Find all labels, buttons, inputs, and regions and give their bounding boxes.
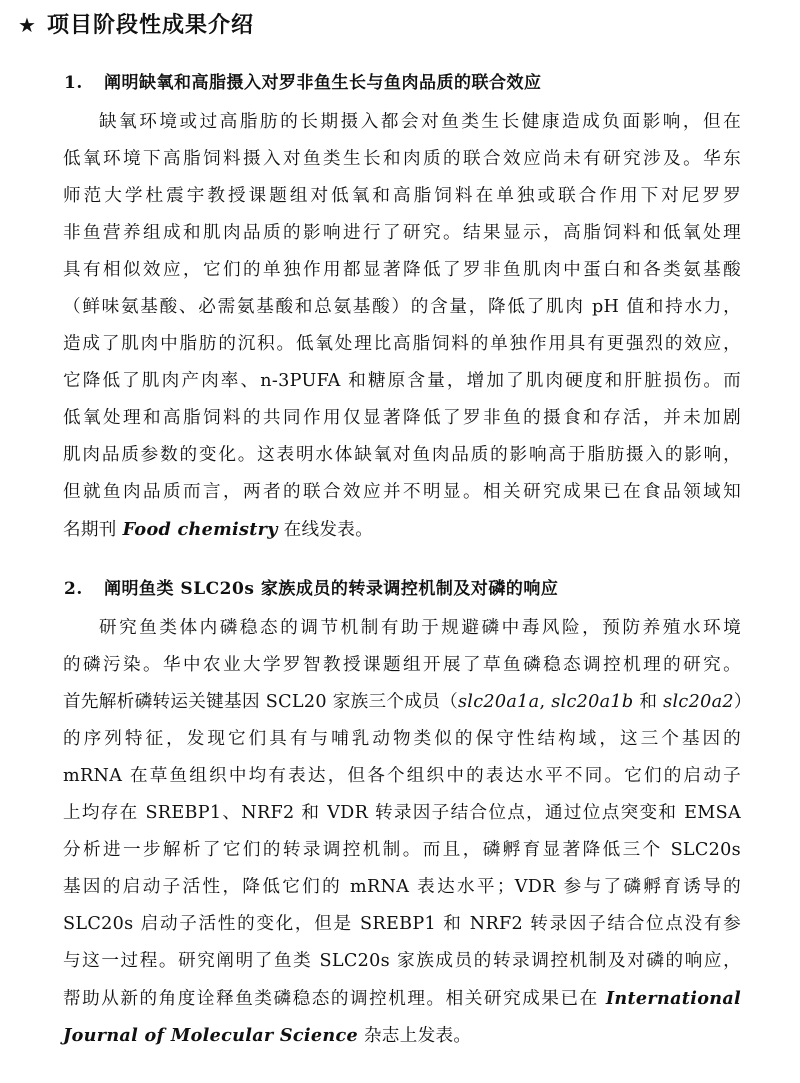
heading-title: 项目阶段性成果介绍 xyxy=(46,12,254,38)
section-2-line-2: 的磷污染。华中农业大学罗智教授课题组开展了草鱼磷稳态调控机理的研究。 xyxy=(63,655,741,675)
section-1-line-3: 师范大学杜震宇教授课题组对低氧和高脂饲料在单独或联合作用下对尼罗罗 xyxy=(63,186,741,206)
journal-name-part-2: Journal of Molecular Science xyxy=(63,1025,359,1046)
gene-slc20a1a: slc20a1a xyxy=(457,692,540,712)
gene-separator-2: 和 xyxy=(633,692,664,712)
section-1-title-text: 阐明缺氧和高脂摄入对罗非鱼生长与鱼肉品质的联合效应 xyxy=(104,73,542,93)
gene-separator-1: , xyxy=(539,692,552,712)
section-2-title xyxy=(64,574,558,599)
section-1-line-9: 低氧处理和高脂饲料的共同作用仅显著降低了罗非鱼的摄食和存活，并未加剧 xyxy=(63,408,741,428)
section-2-line-6: 上均存在 SREBP1、NRF2 和 VDR 转录因子结合位点，通过位点突变和 EMSA xyxy=(63,803,741,823)
journal-name-part-1: International xyxy=(605,988,741,1009)
section-2-line-11-prefix: 帮助从新的角度诠释鱼类磷稳态的调控机理。相关研究成果已在 xyxy=(63,989,606,1009)
section-2-line-4: 的序列特征，发现它们具有与哺乳动物类似的保守性结构域，这三个基因的 xyxy=(63,729,741,749)
section-1-last-prefix: 名期刊 xyxy=(63,520,123,540)
gene-slc20a1b: slc20a1b xyxy=(551,692,634,712)
section-1-line-4: 非鱼营养组成和肌肉品质的影响进行了研究。结果显示，高脂饲料和低氧处理 xyxy=(63,223,741,243)
section-2-line-3-suffix: ） xyxy=(733,692,752,712)
section-2-number: 2. xyxy=(64,579,83,599)
section-2-line-9: SLC20s 启动子活性的变化，但是 SREBP1 和 NRF2 转录因子结合位点没有参 xyxy=(63,914,741,934)
gene-slc20a2: slc20a2 xyxy=(663,692,734,712)
journal-name-food-chemistry: Food chemistry xyxy=(122,519,278,540)
section-1-line-6: （鲜味氨基酸、必需氨基酸和总氨基酸）的含量，降低了肌肉 pH 值和持水力， xyxy=(63,297,741,317)
section-2-line-8: 基因的启动子活性，降低它们的 mRNA 表达水平；VDR 参与了磷孵育诱导的 xyxy=(63,877,741,897)
section-1-line-10: 肌肉品质参数的变化。这表明水体缺氧对鱼肉品质的影响高于脂肪摄入的影响， xyxy=(63,445,741,465)
section-1-line-8: 它降低了肌肉产肉率、n-3PUFA 和糖原含量，增加了肌肉硬度和肝脏损伤。而 xyxy=(63,371,741,391)
section-1-line-5: 具有相似效应，它们的单独作用都显著降低了罗非鱼肌肉中蛋白和各类氨基酸 xyxy=(63,260,741,280)
section-2-line-11 xyxy=(63,990,741,1009)
section-2-line-12-suffix: 杂志上发表。 xyxy=(358,1026,472,1046)
page-heading xyxy=(18,8,254,39)
section-1-title xyxy=(64,68,542,93)
section-1-line-7: 造成了肌肉中脂肪的沉积。低氧处理比高脂饲料的单独作用具有更强烈的效应， xyxy=(63,334,741,354)
section-1-line-1: 缺氧环境或过高脂肪的长期摄入都会对鱼类生长健康造成负面影响，但在 xyxy=(99,112,741,132)
section-2-line-10: 与这一过程。研究阐明了鱼类 SLC20s 家族成员的转录调控机制及对磷的响应， xyxy=(63,951,741,971)
section-2-line-7: 分析进一步解析了它们的转录调控机制。而且，磷孵育显著降低三个 SLC20s xyxy=(63,840,741,860)
section-2-title-text: 阐明鱼类 SLC20s 家族成员的转录调控机制及对磷的响应 xyxy=(104,579,559,599)
section-1-line-11: 但就鱼肉品质而言，两者的联合效应并不明显。相关研究成果已在食品领域知 xyxy=(63,482,741,502)
section-1-number: 1. xyxy=(64,73,83,93)
section-1-line-2: 低氧环境下高脂饲料摄入对鱼类生长和肉质的联合效应尚未有研究涉及。华东 xyxy=(63,149,741,169)
section-2-line-3 xyxy=(63,692,752,712)
section-1-line-12 xyxy=(63,521,741,540)
section-1-last-suffix: 在线发表。 xyxy=(277,520,374,540)
section-2-line-3-prefix: 首先解析磷转运关键基因 SCL20 家族三个成员（ xyxy=(63,692,458,712)
section-2-line-1: 研究鱼类体内磷稳态的调节机制有助于规避磷中毒风险，预防养殖水环境 xyxy=(99,618,741,638)
section-2-line-5: mRNA 在草鱼组织中均有表达，但各个组织中的表达水平不同。它们的启动子 xyxy=(63,766,741,786)
star-icon: ★ xyxy=(18,13,37,37)
section-2-line-12 xyxy=(63,1027,741,1046)
